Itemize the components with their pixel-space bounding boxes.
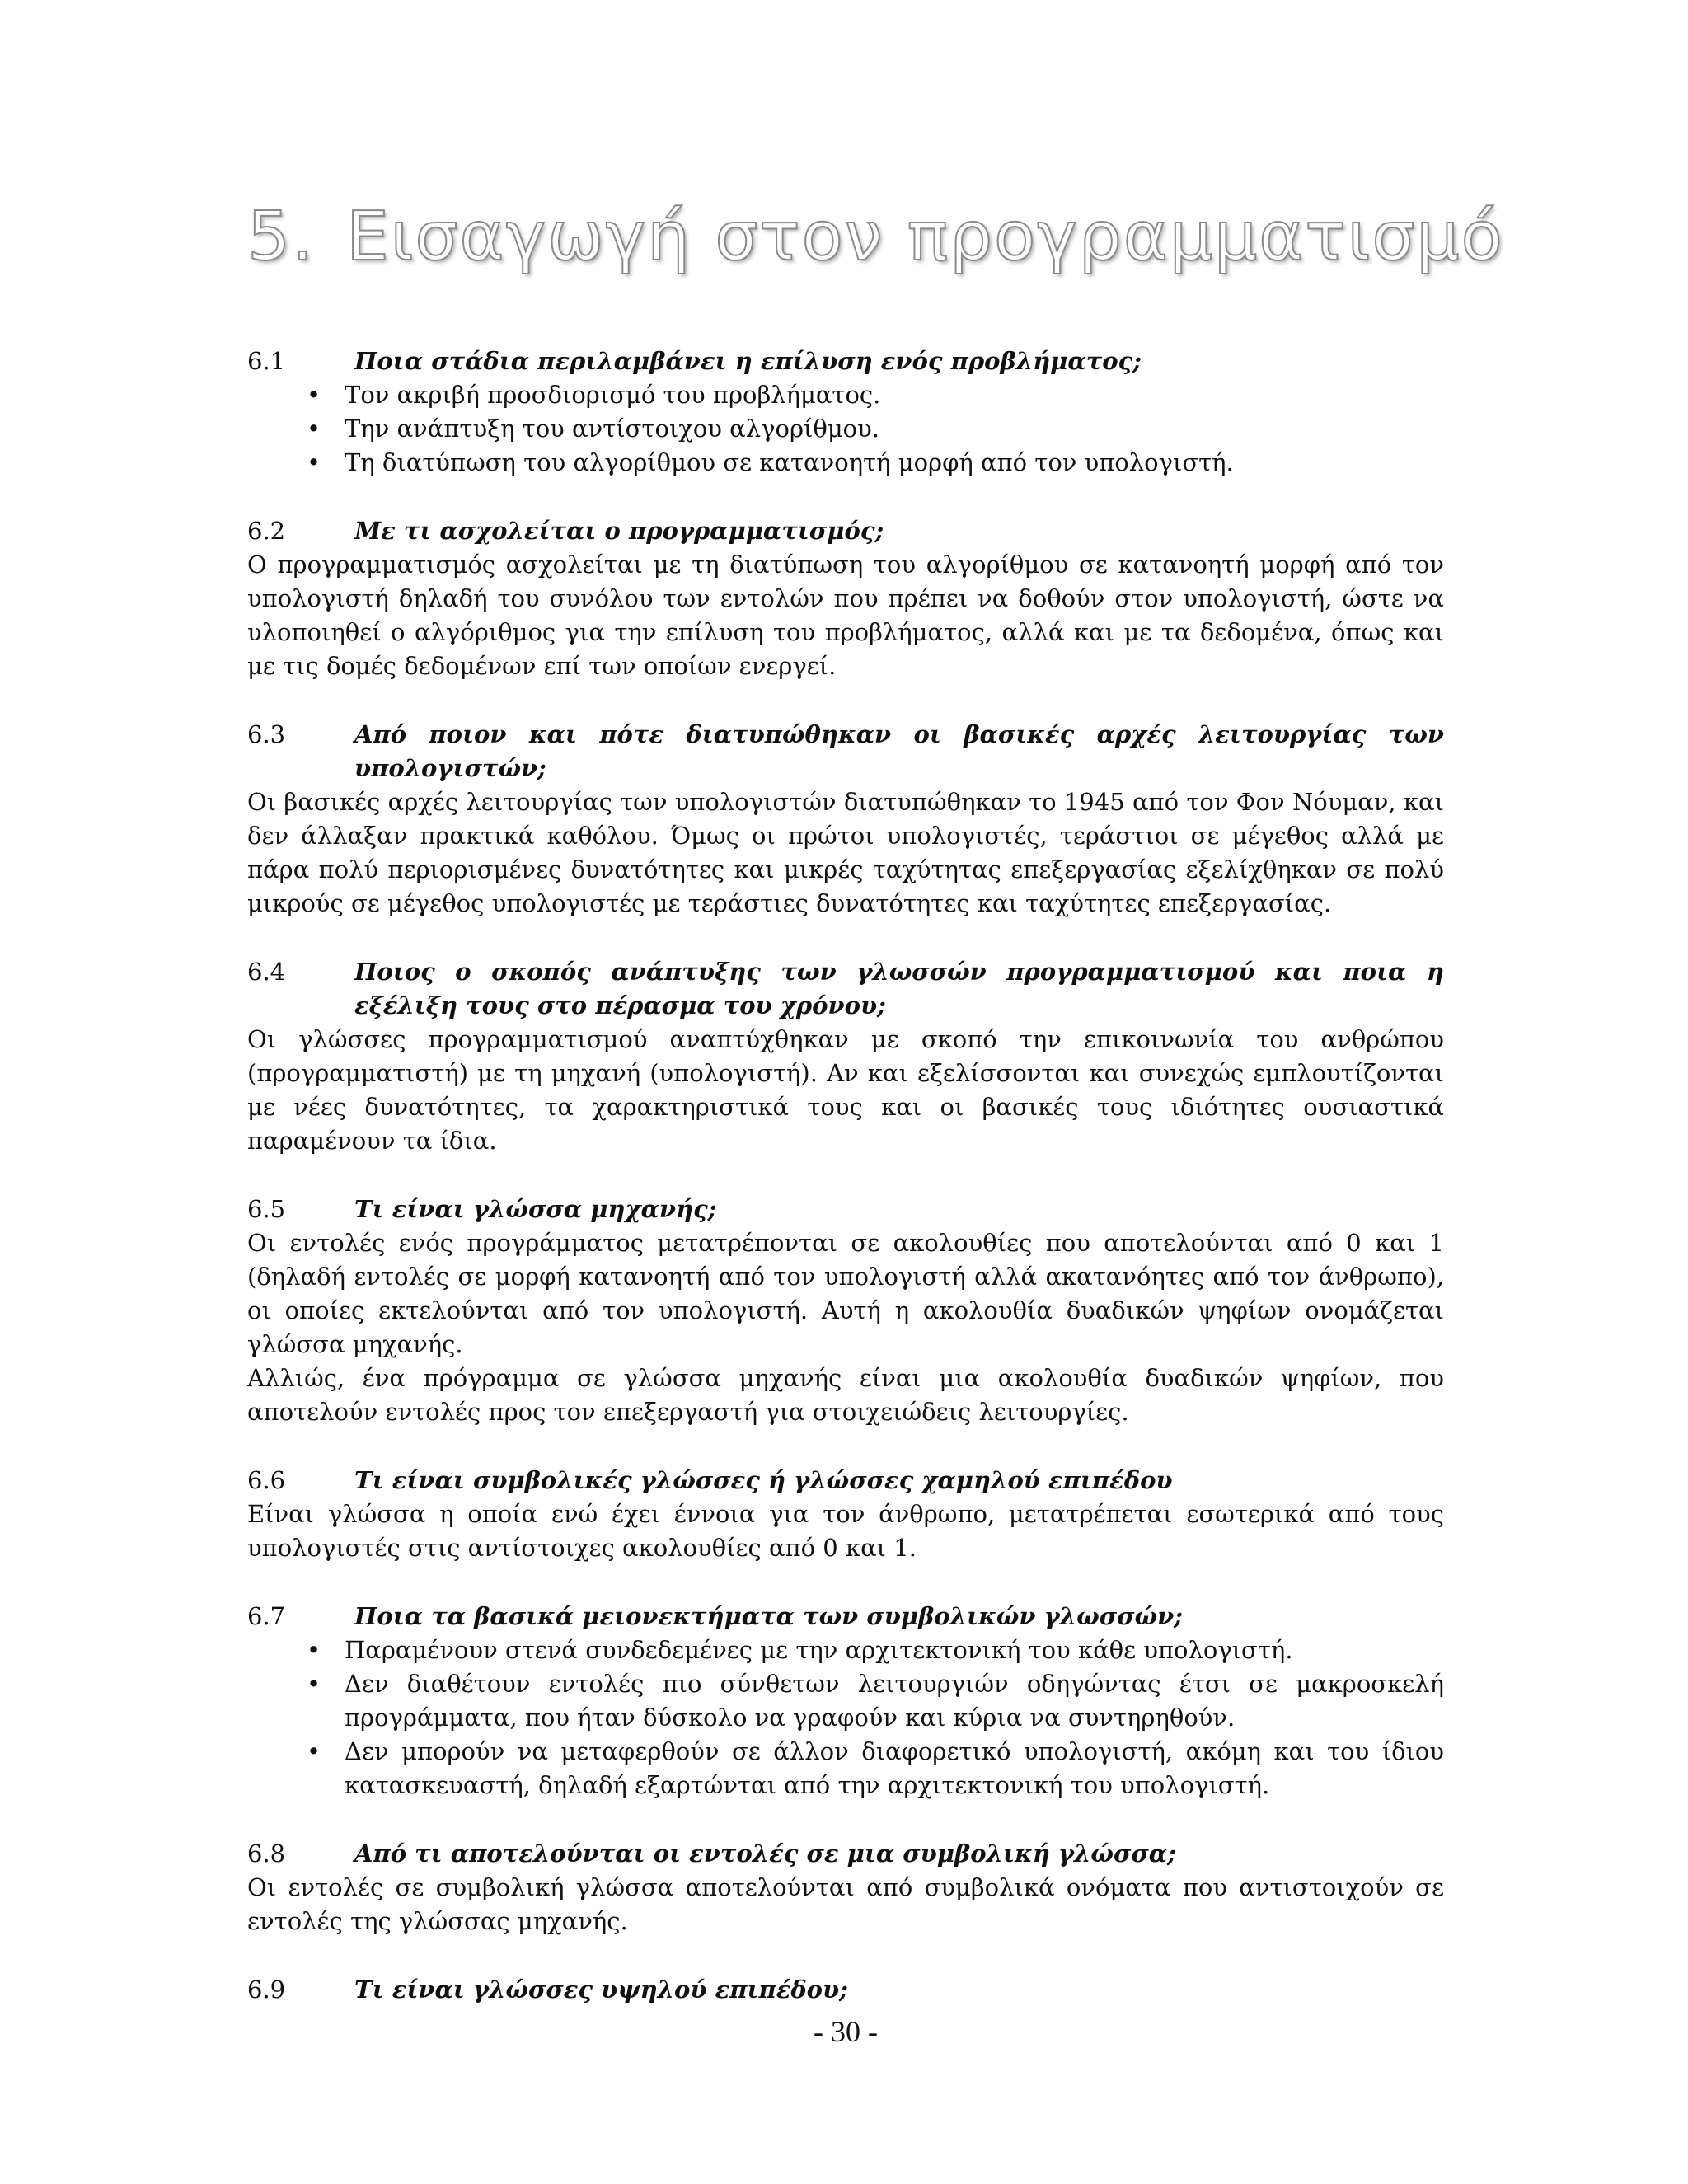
- question-heading: [247, 514, 1444, 548]
- question-text: Από τι αποτελούνται οι εντολές σε μια συμβολική γλώσσα;: [354, 1840, 1176, 1868]
- question-heading: [247, 1193, 1444, 1226]
- question-text: Ποια στάδια περιλαμβάνει η επίλυση ενός προβλήματος;: [354, 347, 1142, 375]
- question-heading: [247, 1973, 1444, 2007]
- bullet-icon: •: [307, 1737, 321, 1765]
- answer-paragraph: Οι εντολές σε συμβολική γλώσσα αποτελούνται από συμβολικά ονόματα που αντιστοιχούν σε εντολές της γλώσσας μηχανής.: [247, 1873, 1444, 1935]
- bullet-icon: •: [307, 1670, 321, 1698]
- question-text: Με τι ασχολείται ο προγραμματισμός;: [354, 517, 884, 545]
- answer-paragraph: Είναι γλώσσα η οποία ενώ έχει έννοια για τον άνθρωπο, μετατρέπεται εσωτερικά από τους υπολογιστές στις αντίστοιχες ακολουθίες από 0 και 1.: [247, 1500, 1444, 1562]
- bullet-item: [247, 378, 1444, 412]
- question-heading: [247, 344, 1444, 378]
- question-heading: [247, 718, 1444, 785]
- bullet-text: Δεν διαθέτουν εντολές πιο σύνθετων λειτουργιών οδηγώντας έτσι σε μακροσκελή προγράμματα, που ήταν δύσκολο να γραφούν και κύρια να συντηρηθούν.: [345, 1670, 1444, 1732]
- chapter-number: 5.: [247, 198, 316, 276]
- question-number: 6.5: [247, 1195, 286, 1223]
- answer-paragraph: Οι βασικές αρχές λειτουργίας των υπολογιστών διατυπώθηκαν το 1945 από τον Φον Νόυμαν, και δεν άλλαξαν πρακτικά καθόλου. Όμως οι πρώτοι υπολογιστές, τεράστιοι σε μέγεθος αλλά με πάρα πολύ περιορισμένες δυνατότητες και μικρές ταχύτητας επεξεργασίας εξελίχθηκαν σε πολύ μικρούς σε μέγεθος υπολογιστές με τεράστιες δυνατότητες και ταχύτητες επεξεργασίας.: [247, 788, 1444, 917]
- section-6-9: [247, 1973, 1444, 2007]
- document-body: [247, 344, 1444, 2041]
- bullet-item: [247, 446, 1444, 480]
- question-heading: [247, 1837, 1444, 1871]
- page-number: - 30 -: [814, 2015, 878, 2048]
- question-number: 6.6: [247, 1466, 286, 1494]
- bullet-icon: •: [307, 381, 321, 409]
- section-6-2: [247, 514, 1444, 683]
- question-text: Από ποιον και πότε διατυπώθηκαν οι βασικές αρχές λειτουργίας των υπολογιστών;: [354, 720, 1444, 782]
- bullet-item: [247, 1633, 1444, 1667]
- question-number: 6.8: [247, 1840, 286, 1868]
- answer-paragraph: Αλλιώς, ένα πρόγραμμα σε γλώσσα μηχανής είναι μια ακολουθία δυαδικών ψηφίων, που αποτελούν εντολές προς τον επεξεργαστή για στοιχειώδεις λειτουργίες.: [247, 1364, 1444, 1426]
- question-heading: [247, 1464, 1444, 1497]
- bullet-text: Δεν μπορούν να μεταφερθούν σε άλλον διαφορετικό υπολογιστή, ακόμη και του ίδιου κατασκευαστή, δηλαδή εξαρτώνται από την αρχιτεκτονική του υπολογιστή.: [345, 1737, 1444, 1799]
- chapter-title: [247, 198, 1504, 276]
- chapter-title-text: Εισαγωγή στον προγραμματισμό: [346, 198, 1504, 276]
- bullet-item: [247, 1667, 1444, 1735]
- question-number: 6.9: [247, 1975, 286, 2004]
- bullet-icon: •: [307, 448, 321, 476]
- bullet-item: [247, 412, 1444, 446]
- bullet-list: [247, 1633, 1444, 1802]
- answer-paragraph: Οι εντολές ενός προγράμματος μετατρέπονται σε ακολουθίες που αποτελούνται από 0 και 1 (δηλαδή εντολές σε μορφή κατανοητή από τον υπολογιστή αλλά ακατανόητες από τον άνθρωπο), οι οποίες εκτελούνται από τον υπολογιστή. Αυτή η ακολουθία δυαδικών ψηφίων ονομάζεται γλώσσα μηχανής.: [247, 1229, 1444, 1358]
- question-heading: [247, 1600, 1444, 1633]
- question-text: Τι είναι γλώσσα μηχανής;: [354, 1195, 717, 1223]
- bullet-text: Τη διατύπωση του αλγορίθμου σε κατανοητή μορφή από τον υπολογιστή.: [345, 448, 1234, 476]
- section-6-6: [247, 1464, 1444, 1565]
- question-number: 6.3: [247, 720, 286, 748]
- bullet-list: [247, 378, 1444, 480]
- question-text: Τι είναι γλώσσες υψηλού επιπέδου;: [354, 1975, 848, 2004]
- bullet-icon: •: [307, 415, 321, 443]
- question-number: 6.2: [247, 517, 286, 545]
- answer-paragraph: Ο προγραμματισμός ασχολείται με τη διατύπωση του αλγορίθμου σε κατανοητή μορφή από τον υπολογιστή δηλαδή του συνόλου των εντολών που πρέπει να δοθούν στον υπολογιστή, ώστε να υλοποιηθεί ο αλγόριθμος για την επίλυση του προβλήματος, αλλά και με τα δεδομένα, όπως και με τις δομές δεδομένων επί των οποίων ενεργεί.: [247, 551, 1444, 680]
- section-6-5: [247, 1193, 1444, 1429]
- question-number: 6.1: [247, 347, 286, 375]
- section-6-1: [247, 344, 1444, 480]
- document-page: [247, 0, 1504, 2184]
- bullet-item: [247, 1735, 1444, 1802]
- bullet-text: Παραμένουν στενά συνδεδεμένες με την αρχιτεκτονική του κάθε υπολογιστή.: [345, 1636, 1293, 1664]
- bullet-icon: •: [307, 1636, 321, 1664]
- question-number: 6.7: [247, 1602, 286, 1630]
- question-number: 6.4: [247, 958, 286, 986]
- question-text: Ποιος ο σκοπός ανάπτυξης των γλωσσών προγραμματισμού και ποια η εξέλιξη τους στο πέρασμα του χρόνου;: [354, 958, 1444, 1019]
- answer-paragraph: Οι γλώσσες προγραμματισμού αναπτύχθηκαν με σκοπό την επικοινωνία του ανθρώπου (προγραμματιστή) με τη μηχανή (υπολογιστή). Αν και εξελίσσονται και συνεχώς εμπλουτίζονται με νέες δυνατότητες, τα χαρακτηριστικά τους και οι βασικές τους ιδιότητες ουσιαστικά παραμένουν τα ίδια.: [247, 1025, 1444, 1155]
- bullet-text: Την ανάπτυξη του αντίστοιχου αλγορίθμου.: [345, 415, 879, 443]
- question-text: Τι είναι συμβολικές γλώσσες ή γλώσσες χαμηλού επιπέδου: [354, 1466, 1173, 1494]
- section-6-7: [247, 1600, 1444, 1802]
- question-heading: [247, 955, 1444, 1023]
- question-text: Ποια τα βασικά μειονεκτήματα των συμβολικών γλωσσών;: [354, 1602, 1183, 1630]
- section-6-8: [247, 1837, 1444, 1938]
- bullet-text: Τον ακριβή προσδιορισμό του προβλήματος.: [345, 381, 881, 409]
- section-6-4: [247, 955, 1444, 1158]
- section-6-3: [247, 718, 1444, 921]
